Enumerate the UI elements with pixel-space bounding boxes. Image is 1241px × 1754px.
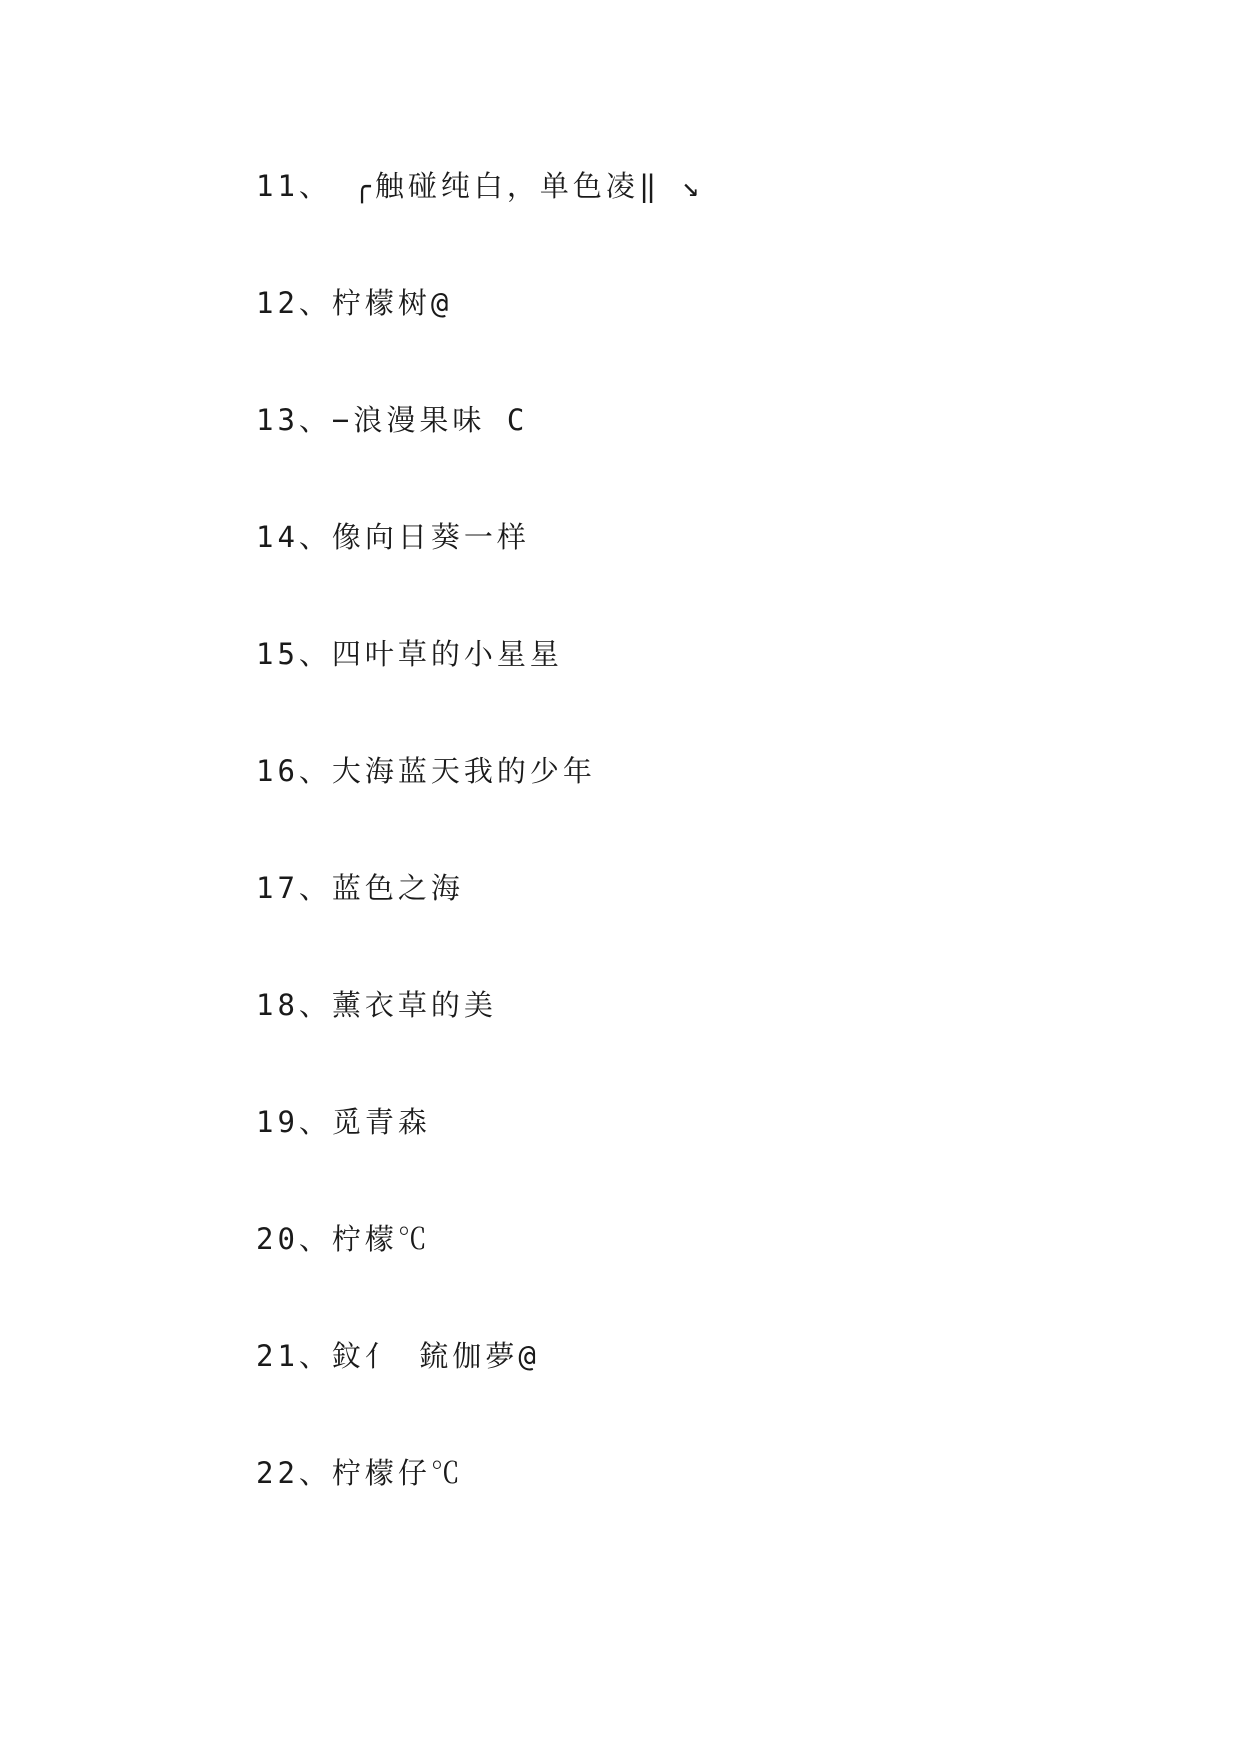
list-item: 19、觅青森 [256,1105,431,1139]
list-item: 13、−浪漫果味 C [256,403,529,437]
list-item: 20、柠檬℃ [256,1222,431,1256]
list-item: 18、薰衣草的美 [256,988,497,1022]
list-item: 21、鈫亻 鋶伽夢@ [256,1339,540,1373]
list-item: 22、柠檬仔℃ [256,1456,464,1490]
list-item: 16、大海蓝天我的少年 [256,754,596,788]
list-item: 15、四叶草的小星星 [256,637,563,671]
list-item: 14、像向日葵一样 [256,520,530,554]
list-item: 12、柠檬树@ [256,286,453,320]
name-list [256,166,703,1570]
list-item: 11、 ╭触碰纯白，单色凌‖ ↘ [256,169,704,203]
list-item: 17、蓝色之海 [256,871,464,905]
